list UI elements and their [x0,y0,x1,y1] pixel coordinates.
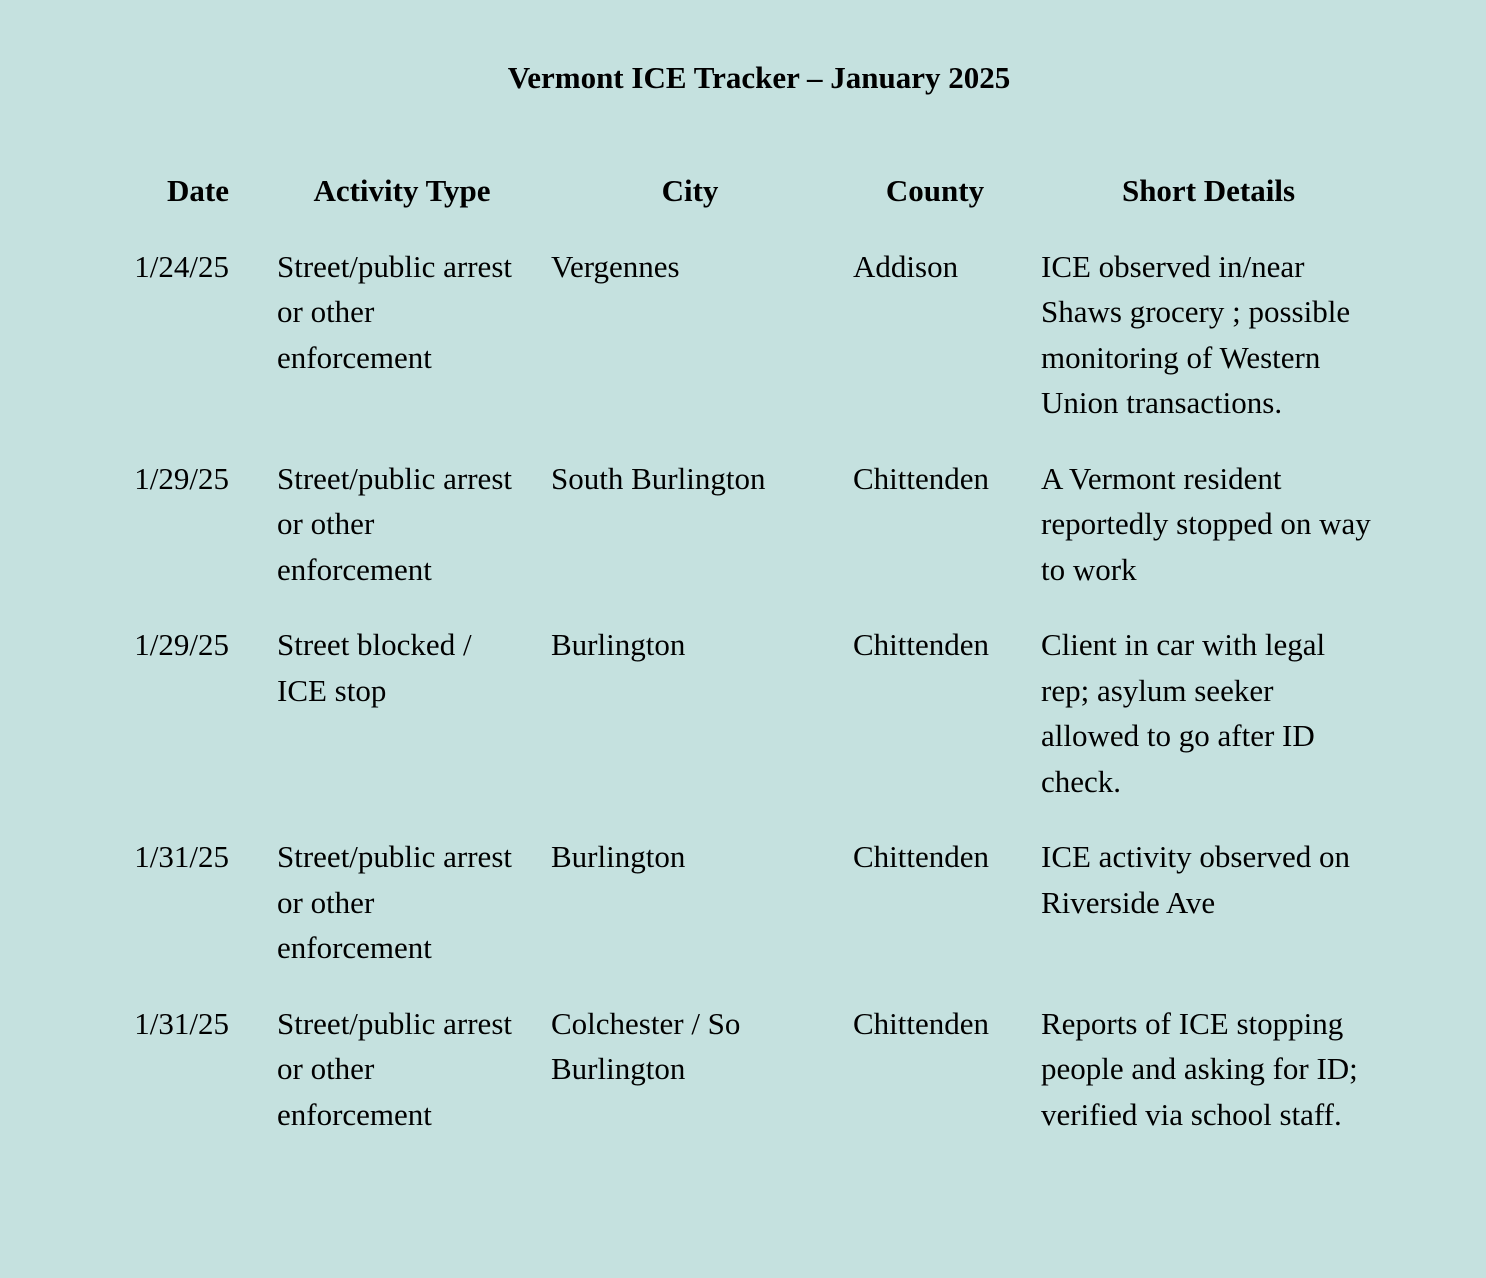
cell-short-details: ICE activity observed on Riverside Ave [1041,839,1351,920]
cell-date: 1/31/25 [134,839,229,874]
cell-city: South Burlington [551,460,766,496]
cell-short-details: Reports of ICE stopping people and asking for ID; verified via school staff. [1041,1005,1358,1132]
cell-date: 1/24/25 [134,248,229,284]
page-title: Vermont ICE Tracker – January 2025 [507,60,1011,95]
cell-date: 1/29/25 [134,627,229,662]
table-header-row [76,168,1388,244]
cell-city: Burlington [551,627,686,662]
cell-activity-type: Street blocked / ICE stop [277,627,472,708]
cell-city: Vergennes [551,248,680,284]
header-date: Date [167,173,229,208]
cell-activity-type: Street/public arrest or other enforcement [277,460,512,587]
cell-short-details: A Vermont resident reportedly stopped on way to work [1041,460,1371,587]
cell-short-details: Client in car with legal rep; asylum seeker allowed to go after ID check. [1041,627,1326,799]
cell-city: Colchester / So Burlington [551,1005,741,1086]
cell-date: 1/31/25 [134,1005,229,1041]
table-row [76,834,1388,1001]
cell-activity-type: Street/public arrest or other enforcement [277,839,512,965]
table-row [76,456,1388,623]
cell-date: 1/29/25 [134,460,229,496]
cell-short-details: ICE observed in/near Shaws grocery ; possible monitoring of Western Union transactions. [1041,248,1351,420]
cell-county: Chittenden [853,460,990,496]
cell-activity-type: Street/public arrest or other enforcement [277,248,512,375]
table-row [76,1001,1388,1168]
cell-city: Burlington [551,839,686,874]
ice-activity-table [76,168,1388,1167]
table-row [76,622,1388,834]
header-activity-type: Activity Type [313,173,491,208]
cell-county: Addison [853,248,959,284]
table-row [76,244,1388,456]
header-county: County [885,173,985,208]
cell-activity-type: Street/public arrest or other enforcement [277,1005,512,1132]
header-short-details: Short Details [1121,173,1296,208]
cell-county: Chittenden [853,627,990,662]
cell-county: Chittenden [853,839,990,874]
header-city: City [661,173,719,208]
cell-county: Chittenden [853,1005,990,1041]
